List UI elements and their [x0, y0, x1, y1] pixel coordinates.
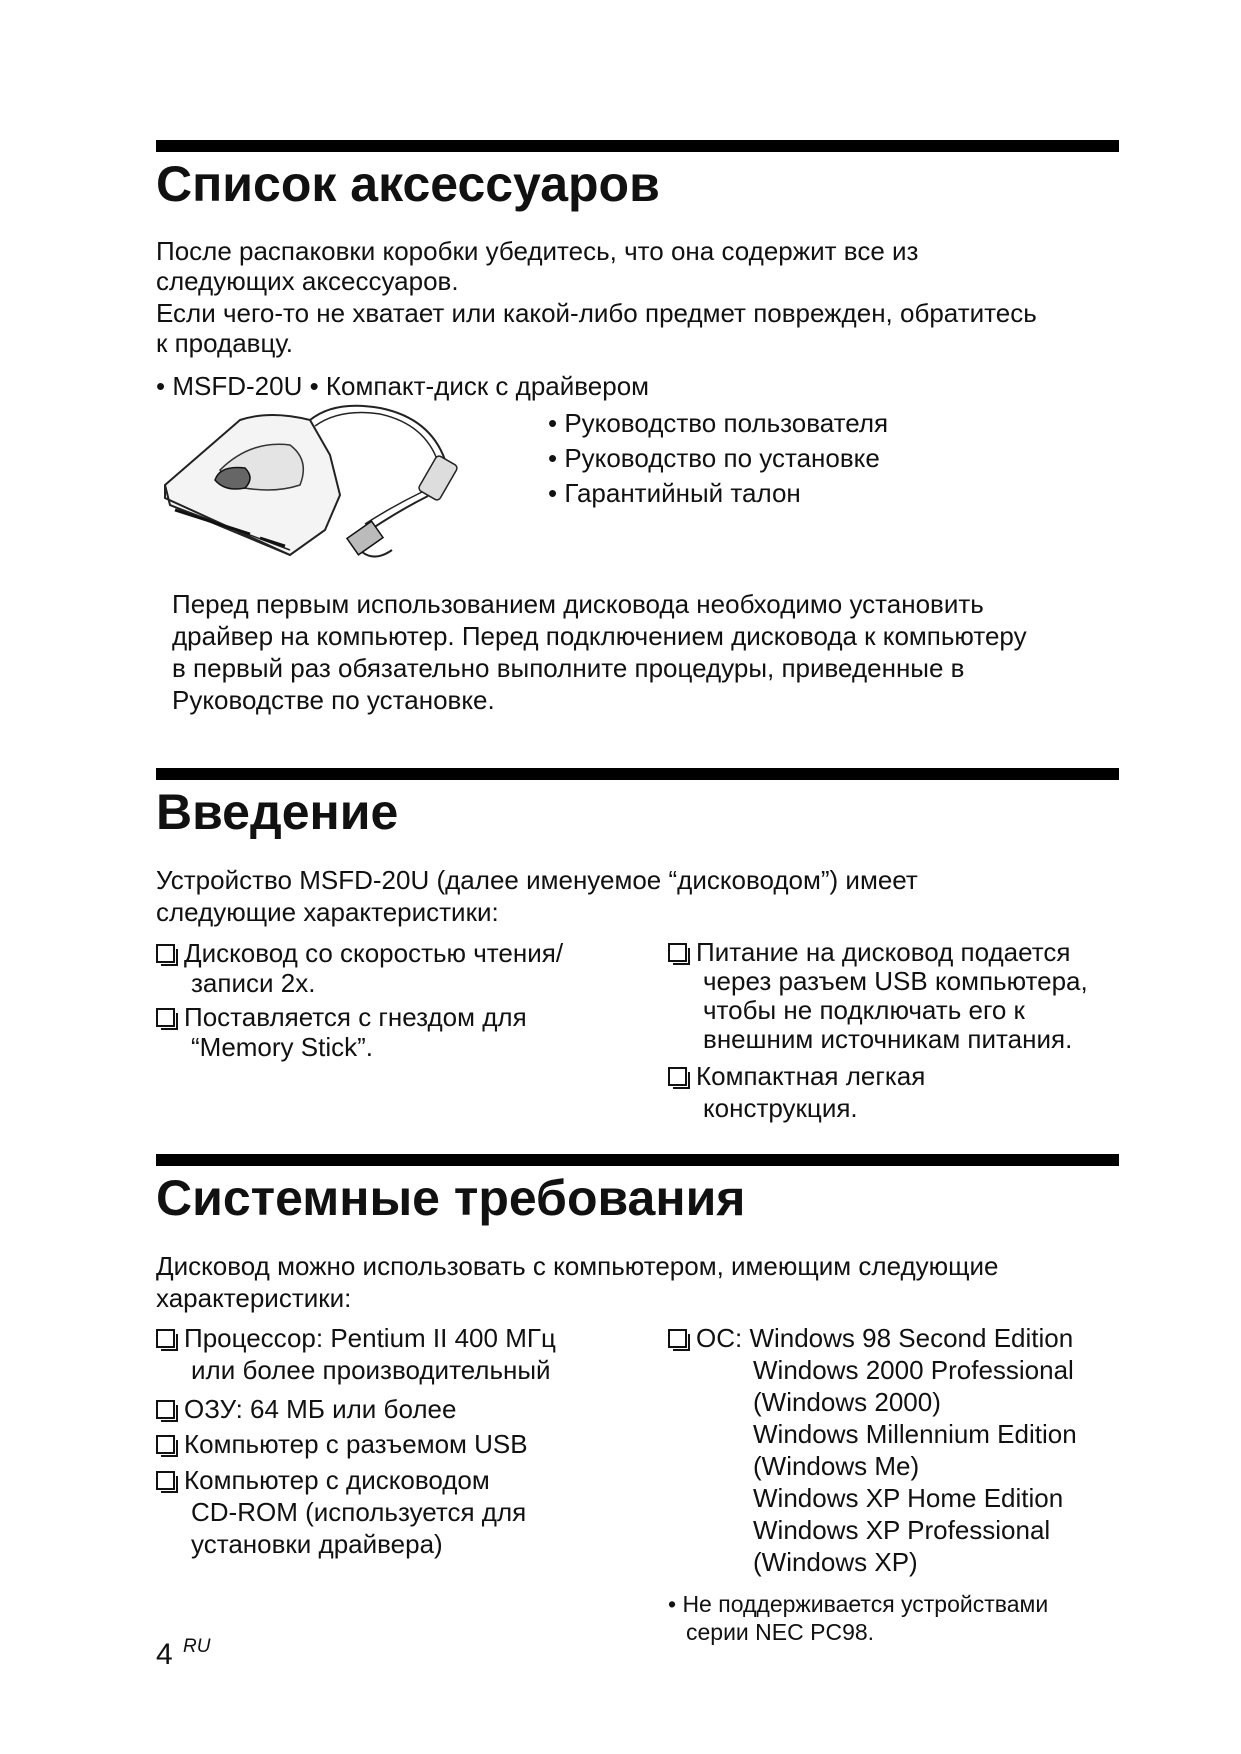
section-rule: [156, 1154, 1119, 1166]
section-rule: [156, 140, 1119, 152]
list-item: • Гарантийный талон: [548, 478, 801, 508]
checkbox-square-icon: [156, 944, 175, 963]
requirement-item: Процессор: Pentium II 400 МГц или более производительный: [156, 1322, 556, 1386]
section-title-introduction: Введение: [156, 784, 399, 840]
feature-item: Питание на дисковод подается через разъем USB компьютера, чтобы не подключать его к внешним источникам питания.: [668, 938, 1088, 1054]
page-number: 4: [156, 1638, 173, 1671]
checkbox-square-icon: [668, 943, 687, 962]
introduction-text: Устройство MSFD-20U (далее именуемое “дисководом”) имеет следующие характеристики:: [156, 865, 918, 927]
checkbox-square-icon: [156, 1008, 175, 1027]
accessories-note: Перед первым использованием дисковода необходимо установить драйвер на компьютер. Перед подключением дисковода к компьютеру в первый раз обязательно выполните процедуры, приведенные в Руководстве по установке.: [172, 589, 1027, 715]
accessories-list-line: • MSFD-20U • Компакт-диск с драйвером: [156, 371, 650, 401]
list-item: • Руководство по установке: [548, 443, 880, 473]
page-language: RU: [183, 1636, 211, 1657]
feature-item: Компактная легкая конструкция.: [668, 1060, 925, 1124]
requirements-text: Дисковод можно использовать с компьютером, имеющим следующие характеристики:: [156, 1251, 999, 1313]
compatibility-note: • Не поддерживается устройствами серии NEC PC98.: [668, 1591, 1049, 1645]
requirement-item: Компьютер с разъемом USB: [156, 1429, 528, 1459]
checkbox-square-icon: [156, 1435, 175, 1454]
accessories-intro: После распаковки коробки убедитесь, что она содержит все из следующих аксессуаров. Если чего-то не хватает или какой-либо предмет поврежден, обратитесь к продавцу.: [156, 236, 1037, 358]
os-requirement: ОС: Windows 98 Second Edition Windows 2000 Professional (Windows 2000) Windows Millennium Edition (Windows Me) Windows XP Home Edition Windows XP Professional (Windows XP): [668, 1322, 1077, 1578]
floppy-drive-illustration: [160, 400, 480, 565]
checkbox-square-icon: [668, 1067, 687, 1086]
list-item: • Руководство пользователя: [548, 408, 889, 438]
accessories-list: [548, 406, 888, 511]
requirement-item: Компьютер с дисководом CD-ROM (используется для установки драйвера): [156, 1464, 526, 1560]
section-rule: [156, 768, 1119, 780]
feature-item: Поставляется с гнездом для “Memory Stick”.: [156, 1002, 527, 1062]
checkbox-square-icon: [156, 1329, 175, 1348]
feature-item: Дисковод со скоростью чтения/ записи 2x.: [156, 938, 563, 998]
section-title-accessories: Список аксессуаров: [156, 156, 660, 212]
checkbox-square-icon: [668, 1329, 687, 1348]
section-title-system-requirements: Системные требования: [156, 1170, 746, 1226]
checkbox-square-icon: [156, 1471, 175, 1490]
requirement-item: ОЗУ: 64 МБ или более: [156, 1394, 456, 1424]
checkbox-square-icon: [156, 1400, 175, 1419]
